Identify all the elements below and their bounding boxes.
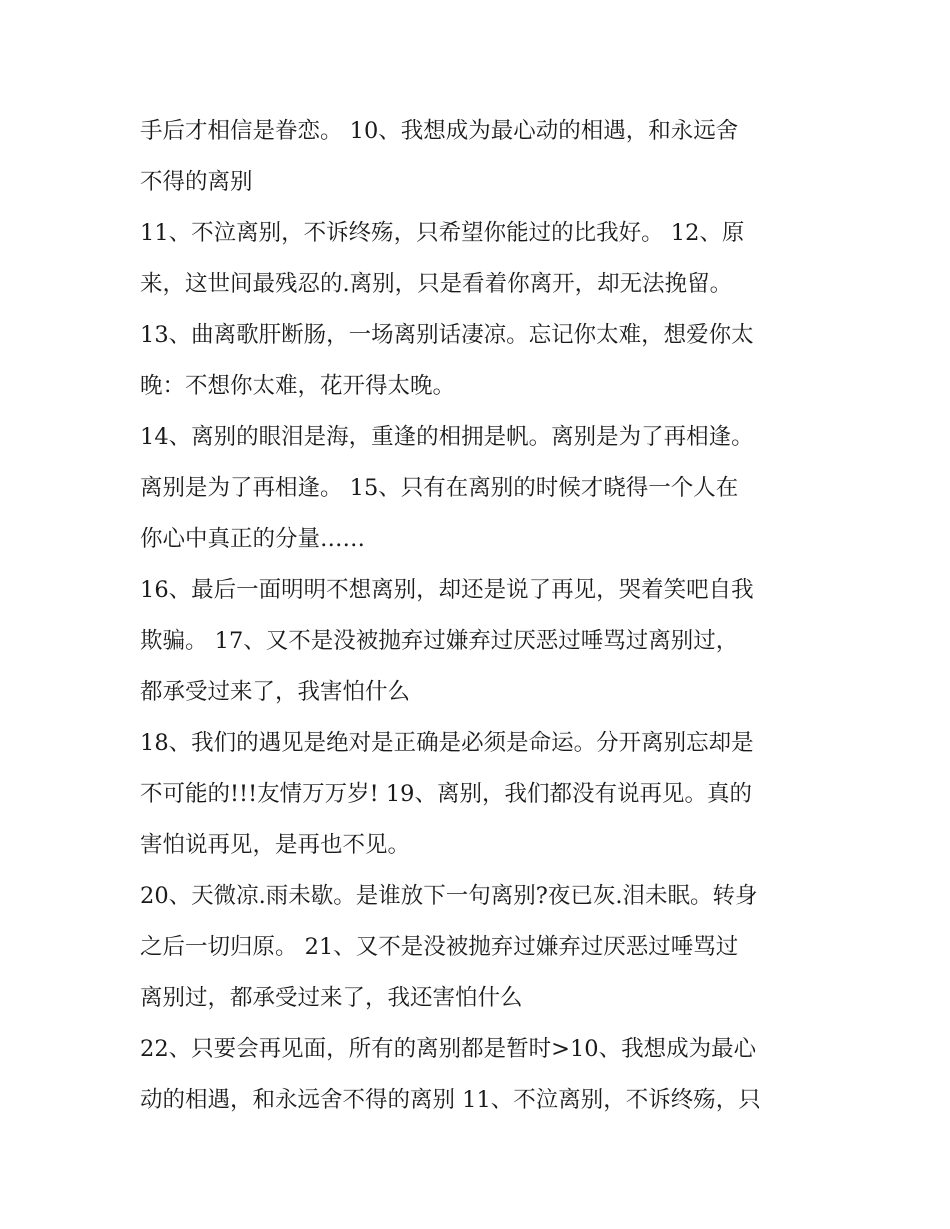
text-line: 欺骗。 17、又不是没被抛弃过嫌弃过厌恶过唾骂过离别过， <box>140 628 739 654</box>
text-line: 不得的离别 <box>140 169 253 195</box>
text-line: 18、我们的遇见是绝对是正确是必须是命运。分开离别忘却是 <box>140 730 754 756</box>
text-line: 之后一切归原。 21、又不是没被抛弃过嫌弃过厌恶过唾骂过 <box>140 934 739 960</box>
text-line: 离别过，都承受过来了，我还害怕什么 <box>140 985 523 1011</box>
text-line: 20、天微凉.雨未歇。是谁放下一句离别?夜已灰.泪未眠。转身 <box>140 883 758 909</box>
text-line: 手后才相信是眷恋。 10、我想成为最心动的相遇，和永远舍 <box>140 118 739 144</box>
text-line: 你心中真正的分量…… <box>140 526 366 552</box>
text-line: 22、只要会再见面，所有的离别都是暂时>10、我想成为最心 <box>140 1036 757 1062</box>
body-text <box>140 106 840 1126</box>
text-line: 动的相遇，和永远舍不得的离别 11、不泣离别，不诉终殇，只 <box>140 1087 761 1113</box>
text-line: 16、最后一面明明不想离别，却还是说了再见，哭着笑吧自我 <box>140 577 754 603</box>
text-line: 来，这世间最残忍的.离别，只是看着你离开，却无法挽留。 <box>140 271 733 297</box>
text-line: 13、曲离歌肝断肠，一场离别话凄凉。忘记你太难，想爱你太 <box>140 322 754 348</box>
text-line: 害怕说再见，是再也不见。 <box>140 832 411 858</box>
text-line: 都承受过来了，我害怕什么 <box>140 679 411 705</box>
text-line: 11、不泣离别，不诉终殇，只希望你能过的比我好。 12、原 <box>140 220 745 246</box>
text-line: 14、离别的眼泪是海，重逢的相拥是帆。离别是为了再相逢。 <box>140 424 754 450</box>
text-line: 不可能的!!!友情万万岁! 19、离别，我们都没有说再见。真的 <box>140 781 752 807</box>
text-line: 晚：不想你太难，花开得太晚。 <box>140 373 456 399</box>
text-line: 离别是为了再相逢。 15、只有在离别的时候才晓得一个人在 <box>140 475 739 501</box>
